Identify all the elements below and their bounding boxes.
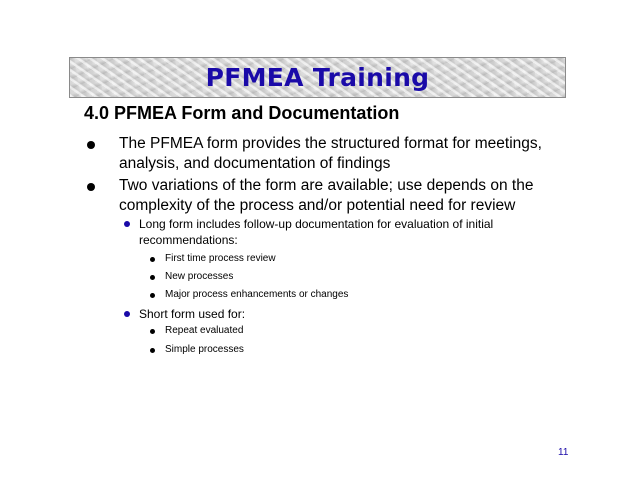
slide-title: PFMEA Training <box>205 63 430 92</box>
list-item <box>165 252 276 266</box>
list-item <box>165 288 348 302</box>
title-banner <box>69 57 566 98</box>
sub-bullet-text: Long form includes follow-up documentation for evaluation of initial recommendations: <box>139 217 494 247</box>
list-item <box>165 270 233 284</box>
list-item <box>165 324 243 338</box>
sub-bullet-text: Short form used for: <box>139 307 246 321</box>
list-item-text: First time process review <box>165 253 276 264</box>
list-dot-icon <box>150 348 155 353</box>
sub-bullet-dot-icon <box>124 221 130 227</box>
page-number: 11 <box>558 447 569 458</box>
bullet-text: The PFMEA form provides the structured format for meetings, analysis, and documentation of findings <box>119 135 542 172</box>
list-dot-icon <box>150 275 155 280</box>
sub-bullet-long-form <box>139 216 549 248</box>
list-item-text: Simple processes <box>165 344 244 355</box>
list-item-text: New processes <box>165 271 234 282</box>
bullet-form-variations <box>119 176 579 216</box>
sub-bullet-dot-icon <box>124 311 130 317</box>
list-item-text: Repeat evaluated <box>165 325 244 336</box>
bullet-form-structure <box>119 134 569 174</box>
bullet-text: Two variations of the form are available; use depends on the complexity of the process and/or potential need for review <box>119 177 534 214</box>
list-dot-icon <box>150 293 155 298</box>
list-item <box>165 343 244 357</box>
section-heading: 4.0 PFMEA Form and Documentation <box>84 103 400 123</box>
list-dot-icon <box>150 329 155 334</box>
bullet-dot-icon <box>87 141 95 149</box>
list-item-text: Major process enhancements or changes <box>165 289 349 300</box>
list-dot-icon <box>150 257 155 262</box>
bullet-dot-icon <box>87 183 95 191</box>
sub-bullet-short-form <box>139 306 439 322</box>
